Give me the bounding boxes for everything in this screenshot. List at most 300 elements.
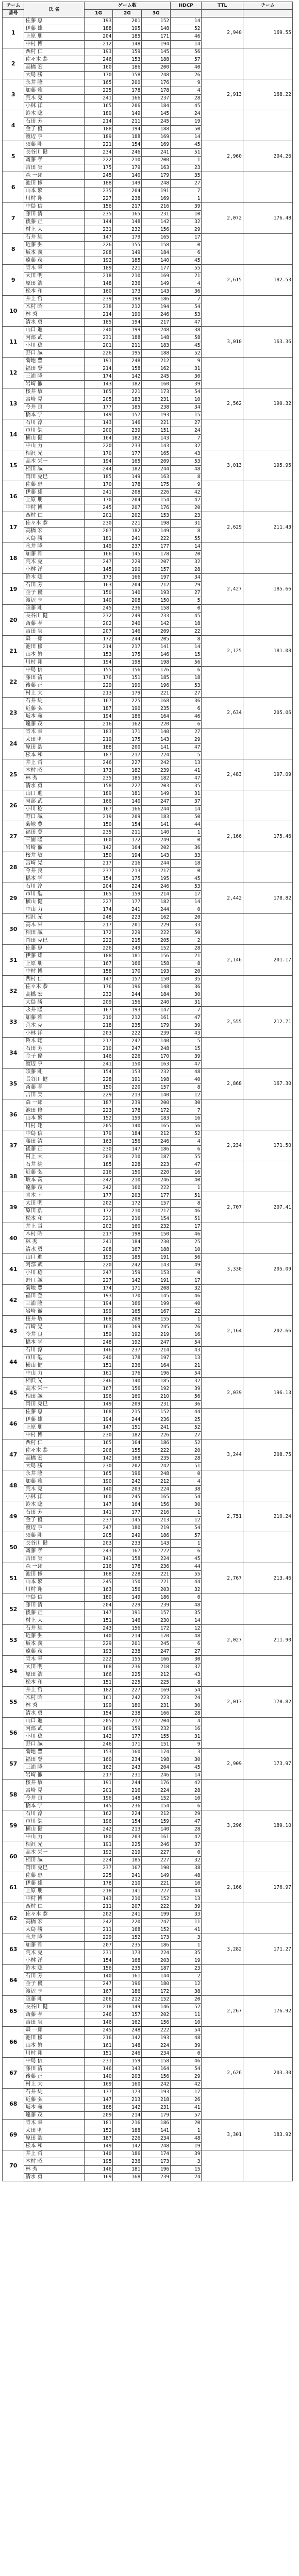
team-number: 4 [3, 110, 24, 141]
game-2-score: 160 [113, 1393, 142, 1401]
handicap: 58 [171, 334, 202, 342]
handicap: 41 [171, 2104, 202, 2112]
game-3-score: 247 [142, 798, 171, 806]
game-2-score: 177 [113, 1509, 142, 1517]
player-name: 林 秀 [24, 1239, 84, 1246]
team-number: 27 [3, 821, 24, 852]
game-3-score: 141 [142, 821, 171, 829]
handicap: 14 [171, 543, 202, 551]
player-name: 山口 進 [24, 1254, 84, 1262]
game-1-score: 203 [84, 1030, 113, 1038]
player-name: 阿部 武 [24, 334, 84, 342]
game-1-score: 219 [84, 814, 113, 821]
game-1-score: 243 [84, 1625, 113, 1633]
game-1-score: 245 [84, 605, 113, 613]
handicap: 0 [171, 2050, 202, 2058]
game-2-score: 186 [113, 64, 142, 72]
game-3-score: 193 [142, 412, 171, 419]
game-3-score: 143 [142, 852, 171, 860]
handicap: 27 [171, 1432, 202, 1439]
player-name: 松本 和 [24, 752, 84, 759]
game-3-score: 221 [142, 1571, 171, 1579]
game-1-score: 209 [84, 999, 113, 1007]
game-1-score: 246 [84, 759, 113, 767]
player-name: 藤田 清 [24, 1602, 84, 1609]
team-number: 24 [3, 728, 24, 759]
game-2-score: 236 [113, 280, 142, 288]
game-3-score: 173 [142, 2158, 171, 2166]
handicap: 51 [171, 1192, 202, 1200]
handicap: 54 [171, 1687, 202, 1694]
game-2-score: 181 [113, 790, 142, 798]
player-row [3, 1625, 293, 1633]
team-number: 25 [3, 759, 24, 790]
game-2-score: 232 [113, 226, 142, 234]
game-1-score: 199 [84, 1308, 113, 1316]
game-1-score: 187 [84, 752, 113, 759]
game-2-score: 157 [113, 976, 142, 984]
game-1-score: 173 [84, 574, 113, 582]
game-3-score: 232 [142, 1223, 171, 1231]
game-2-score: 170 [113, 968, 142, 976]
team-number: 48 [3, 1470, 24, 1501]
handicap: 32 [171, 443, 202, 450]
game-1-score: 205 [84, 1123, 113, 1130]
handicap: 45 [171, 613, 202, 620]
game-3-score: 186 [142, 1146, 171, 1154]
game-1-score: 242 [84, 1184, 113, 1192]
game-2-score: 208 [113, 597, 142, 605]
game-3-score: 220 [142, 721, 171, 728]
player-name: 近藤 弘 [24, 705, 84, 713]
team-total: 2,483 [202, 759, 243, 790]
handicap: 12 [171, 1092, 202, 1099]
player-name: 上原 朋 [24, 497, 84, 504]
team-number: 3 [3, 79, 24, 110]
game-3-score: 212 [142, 1130, 171, 1138]
player-name: 大島 勝 [24, 999, 84, 1007]
handicap: 24 [171, 427, 202, 435]
player-name: 原田 浩 [24, 1208, 84, 1215]
game-2-score: 204 [113, 188, 142, 195]
handicap: 12 [171, 1517, 202, 1524]
game-2-score: 145 [113, 1517, 142, 1524]
game-2-score: 190 [113, 705, 142, 713]
team-average: 211.43 [243, 512, 292, 543]
handicap: 29 [171, 2073, 202, 2081]
game-1-score: 231 [84, 334, 113, 342]
game-1-score: 241 [84, 489, 113, 497]
game-3-score: 241 [142, 149, 171, 157]
team-average [243, 2089, 292, 2120]
player-name: 野口 誠 [24, 1277, 84, 1285]
game-2-score: 159 [113, 1269, 142, 1277]
game-3-score: 186 [142, 1942, 171, 1950]
handicap: 36 [171, 1401, 202, 1409]
team-average: 210.24 [243, 1501, 292, 1532]
game-2-score: 204 [113, 582, 142, 589]
handicap: 1 [171, 1942, 202, 1950]
game-2-score: 237 [113, 543, 142, 551]
game-1-score: 230 [84, 1432, 113, 1439]
game-1-score: 173 [84, 767, 113, 775]
game-3-score: 248 [142, 2143, 171, 2150]
game-1-score: 248 [84, 1339, 113, 1347]
player-name: 上原 朋 [24, 1424, 84, 1432]
game-3-score: 198 [142, 1756, 171, 1764]
game-3-score: 169 [142, 1687, 171, 1694]
player-name: 近藤 弘 [24, 242, 84, 249]
game-1-score: 150 [84, 852, 113, 860]
game-3-score: 234 [142, 2135, 171, 2143]
handicap: 8 [171, 636, 202, 643]
game-1-score: 208 [84, 1246, 113, 1254]
game-1-score: 174 [84, 906, 113, 914]
game-2-score: 210 [113, 157, 142, 164]
game-1-score: 246 [84, 1378, 113, 1385]
player-name: 三浦 隆 [24, 1764, 84, 1772]
game-3-score: 178 [142, 87, 171, 95]
player-name: 横山 健 [24, 435, 84, 443]
player-name: 荒木 克 [24, 1022, 84, 1030]
handicap: 55 [171, 1154, 202, 1161]
handicap: 31 [171, 1733, 202, 1741]
handicap: 39 [171, 1903, 202, 1911]
team-total [202, 2150, 243, 2181]
team-total: 2,555 [202, 1007, 243, 1038]
handicap: 44 [171, 1563, 202, 1571]
player-row [3, 1810, 293, 1818]
game-2-score: 140 [113, 1123, 142, 1130]
game-1-score: 217 [84, 1231, 113, 1239]
handicap: 31 [171, 999, 202, 1007]
player-name: 太田 明 [24, 1664, 84, 1671]
game-2-score: 248 [113, 2027, 142, 2035]
game-2-score: 209 [113, 814, 142, 821]
game-1-score: 193 [84, 48, 113, 56]
game-1-score: 154 [84, 1710, 113, 1718]
game-1-score: 219 [84, 736, 113, 744]
game-2-score: 173 [113, 2089, 142, 2096]
game-1-score: 247 [84, 558, 113, 566]
game-2-score: 219 [113, 1849, 142, 1857]
game-1-score: 187 [84, 2135, 113, 2143]
player-name: 荒木 克 [24, 1486, 84, 1494]
game-3-score: 145 [142, 1293, 171, 1300]
player-name: 相沢 光 [24, 450, 84, 458]
game-1-score: 235 [84, 829, 113, 837]
game-2-score: 203 [113, 1834, 142, 1841]
game-1-score: 174 [84, 373, 113, 381]
handicap: 39 [171, 1385, 202, 1393]
game-3-score: 166 [142, 1710, 171, 1718]
team-average: 208.75 [243, 1439, 292, 1470]
player-name: 中島 信 [24, 203, 84, 211]
game-2-score: 194 [113, 126, 142, 133]
game-1-score: 151 [84, 2050, 113, 2058]
player-name: 石川 淳 [24, 1810, 84, 1818]
game-3-score: 239 [142, 767, 171, 775]
game-1-score: 180 [84, 1594, 113, 1602]
game-1-score: 176 [84, 674, 113, 682]
game-1-score: 247 [84, 1524, 113, 1532]
team-average [243, 234, 292, 265]
game-2-score: 198 [113, 1231, 142, 1239]
handicap: 43 [171, 450, 202, 458]
player-name: 池田 修 [24, 2035, 84, 2042]
player-name: 橋本 学 [24, 1339, 84, 1347]
game-1-score: 245 [84, 1579, 113, 1586]
team-number: 16 [3, 481, 24, 512]
handicap: 14 [171, 1617, 202, 1625]
game-3-score: 150 [142, 597, 171, 605]
team-average: 185.66 [243, 574, 292, 605]
handicap: 55 [171, 1571, 202, 1579]
handicap: 47 [171, 1014, 202, 1022]
game-1-score: 187 [84, 1099, 113, 1107]
game-3-score: 188 [142, 56, 171, 64]
game-3-score: 176 [142, 504, 171, 512]
game-1-score: 166 [84, 798, 113, 806]
handicap: 15 [171, 2166, 202, 2174]
handicap: 55 [171, 265, 202, 273]
team-total [202, 1718, 243, 1749]
game-3-score: 162 [142, 914, 171, 922]
handicap: 10 [171, 1795, 202, 1803]
game-3-score: 153 [142, 512, 171, 520]
game-1-score: 237 [84, 868, 113, 875]
game-1-score: 207 [84, 628, 113, 636]
game-3-score: 246 [142, 1177, 171, 1184]
game-1-score: 189 [84, 133, 113, 141]
game-3-score: 192 [142, 1385, 171, 1393]
game-2-score: 216 [113, 1215, 142, 1223]
player-name: 佐藤 恵 [24, 945, 84, 953]
game-3-score: 202 [142, 2011, 171, 2019]
player-row [3, 1903, 293, 1911]
game-3-score: 229 [142, 922, 171, 929]
team-total: 2,039 [202, 1378, 243, 1409]
player-name: 山本 繁 [24, 1115, 84, 1123]
player-row [3, 1254, 293, 1262]
handicap: 42 [171, 497, 202, 504]
team-average [243, 1347, 292, 1378]
team-average: 190.32 [243, 388, 292, 419]
handicap: 46 [171, 33, 202, 41]
game-2-score: 182 [113, 381, 142, 388]
game-3-score: 204 [142, 1764, 171, 1772]
game-2-score: 182 [113, 767, 142, 775]
game-2-score: 177 [113, 450, 142, 458]
game-2-score: 177 [113, 899, 142, 906]
handicap: 9 [171, 358, 202, 365]
game-2-score: 238 [113, 1710, 142, 1718]
game-2-score: 180 [113, 1702, 142, 1710]
handicap: 52 [171, 350, 202, 358]
game-1-score: 147 [84, 1609, 113, 1617]
team-average [243, 1903, 292, 1934]
team-number: 40 [3, 1223, 24, 1254]
team-average: 212.71 [243, 1007, 292, 1038]
handicap: 0 [171, 1594, 202, 1602]
game-3-score: 140 [142, 257, 171, 265]
handicap: 48 [171, 2135, 202, 2143]
handicap: 22 [171, 628, 202, 636]
player-name: 高橋 宏 [24, 1919, 84, 1926]
game-3-score: 141 [142, 744, 171, 752]
handicap: 45 [171, 875, 202, 883]
handicap: 47 [171, 319, 202, 327]
handicap: 48 [171, 466, 202, 473]
game-2-score: 249 [113, 613, 142, 620]
player-name: 木村 昭 [24, 1231, 84, 1239]
player-name: 大島 勝 [24, 72, 84, 79]
game-3-score: 141 [142, 643, 171, 651]
game-1-score: 183 [84, 728, 113, 736]
handicap: 57 [171, 1532, 202, 1540]
game-1-score: 238 [84, 303, 113, 311]
handicap: 8 [171, 1200, 202, 1208]
player-name: 林 秀 [24, 1702, 84, 1710]
game-3-score: 161 [142, 1834, 171, 1841]
game-3-score: 217 [142, 319, 171, 327]
game-1-score: 229 [84, 1934, 113, 1942]
player-row [3, 698, 293, 705]
game-3-score: 231 [142, 2104, 171, 2112]
team-average: 205.06 [243, 698, 292, 728]
game-2-score: 224 [113, 883, 142, 891]
game-2-score: 158 [113, 1555, 142, 1563]
team-average: 189.10 [243, 1810, 292, 1841]
team-total: 3,330 [202, 1254, 243, 1285]
team-total [202, 543, 243, 574]
game-3-score: 249 [142, 837, 171, 844]
handicap: 37 [171, 798, 202, 806]
game-3-score: 149 [142, 528, 171, 535]
team-average [243, 2150, 292, 2181]
game-2-score: 225 [113, 1671, 142, 1679]
player-name: 村上 大 [24, 226, 84, 234]
team-total [202, 1038, 243, 1069]
header-ttl: TTL [202, 2, 243, 10]
game-2-score: 202 [113, 1463, 142, 1470]
game-2-score: 153 [113, 56, 142, 64]
game-2-score: 166 [113, 574, 142, 582]
game-2-score: 186 [113, 713, 142, 721]
handicap: 31 [171, 790, 202, 798]
game-1-score: 149 [84, 1401, 113, 1409]
game-1-score: 149 [84, 412, 113, 419]
game-3-score: 158 [142, 605, 171, 613]
handicap: 52 [171, 1130, 202, 1138]
team-average [243, 1285, 292, 1316]
game-1-score: 181 [84, 2120, 113, 2127]
game-2-score: 172 [113, 1200, 142, 1208]
game-1-score: 159 [84, 1331, 113, 1339]
player-name: 山本 繁 [24, 651, 84, 659]
handicap: 10 [171, 2019, 202, 2027]
handicap: 42 [171, 1834, 202, 1841]
player-row [3, 914, 293, 922]
player-name: 山口 進 [24, 327, 84, 334]
game-2-score: 210 [113, 273, 142, 280]
game-1-score: 204 [84, 33, 113, 41]
game-3-score: 159 [142, 1818, 171, 1826]
player-name: 斎藤 孝 [24, 1084, 84, 1092]
handicap: 35 [171, 783, 202, 790]
team-average [243, 110, 292, 141]
game-2-score: 207 [113, 1903, 142, 1911]
game-2-score: 142 [113, 2035, 142, 2042]
team-average: 176.97 [243, 1872, 292, 1903]
game-2-score: 156 [113, 999, 142, 1007]
player-row [3, 2027, 293, 2035]
game-1-score: 245 [84, 172, 113, 180]
handicap: 20 [171, 2120, 202, 2127]
player-row [3, 450, 293, 458]
player-name: 相田 誠 [24, 466, 84, 473]
team-number: 64 [3, 1965, 24, 1996]
game-2-score: 194 [113, 319, 142, 327]
game-3-score: 199 [142, 1911, 171, 1919]
team-total [202, 1223, 243, 1254]
handicap: 35 [171, 976, 202, 984]
game-2-score: 195 [113, 350, 142, 358]
game-2-score: 191 [113, 1076, 142, 1084]
game-3-score: 143 [142, 435, 171, 443]
game-3-score: 204 [142, 1718, 171, 1725]
player-row [3, 728, 293, 736]
game-3-score: 160 [142, 381, 171, 388]
handicap: 21 [171, 273, 202, 280]
team-number: 43 [3, 1316, 24, 1347]
game-2-score: 179 [113, 164, 142, 172]
handicap: 30 [171, 991, 202, 999]
handicap: 1 [171, 829, 202, 837]
player-name: 野口 誠 [24, 814, 84, 821]
player-name: 近藤 弘 [24, 1633, 84, 1640]
player-name: 永井 隆 [24, 1934, 84, 1942]
handicap: 24 [171, 1694, 202, 1702]
player-name: 山口 進 [24, 790, 84, 798]
team-total: 3,010 [202, 327, 243, 358]
player-name: 市川 勉 [24, 427, 84, 435]
game-2-score: 142 [113, 1277, 142, 1285]
handicap: 6 [171, 1146, 202, 1154]
player-name: 福田 登 [24, 1293, 84, 1300]
game-1-score: 227 [84, 899, 113, 906]
game-2-score: 210 [113, 1895, 142, 1903]
player-name: 太田 明 [24, 1200, 84, 1208]
game-3-score: 241 [142, 1424, 171, 1432]
player-row [3, 1409, 293, 1416]
header-g1: 1G [84, 10, 113, 18]
handicap: 56 [171, 1393, 202, 1401]
game-3-score: 210 [142, 1393, 171, 1401]
game-1-score: 221 [84, 1215, 113, 1223]
game-3-score: 235 [142, 1455, 171, 1463]
game-2-score: 181 [113, 953, 142, 960]
game-3-score: 140 [142, 1092, 171, 1099]
handicap: 38 [171, 327, 202, 334]
game-3-score: 186 [142, 296, 171, 303]
game-2-score: 158 [113, 72, 142, 79]
handicap: 16 [171, 1725, 202, 1733]
game-1-score: 216 [84, 1563, 113, 1571]
score-table [2, 2, 293, 2181]
player-row [3, 2120, 293, 2127]
game-1-score: 155 [84, 667, 113, 674]
